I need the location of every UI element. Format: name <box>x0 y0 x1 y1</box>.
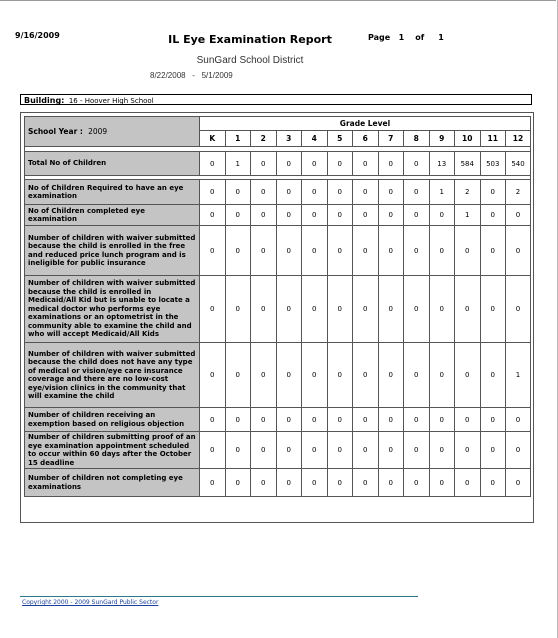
page-label: Page <box>368 33 391 42</box>
value-cell: 0 <box>506 276 531 343</box>
value-cell: 0 <box>429 205 455 226</box>
row-label: Number of children with waiver submitted because the child does not have any type of medical or vision/eye care insurance coverage and there are no low-cost eye/vision clinics in the community that will examine the child <box>25 343 200 408</box>
row-label: Number of children receiving an exemption based on religious objection <box>25 408 200 432</box>
copyright-link[interactable]: Copyright 2000 - 2009 SunGard Public Sector <box>22 599 159 606</box>
value-cell: 0 <box>327 276 353 343</box>
page-number: 1 <box>398 33 405 42</box>
value-cell: 0 <box>276 205 302 226</box>
date-range <box>150 71 350 80</box>
eye-exam-table <box>24 116 531 497</box>
table-row <box>25 408 531 432</box>
value-cell: 0 <box>455 408 481 432</box>
value-cell: 0 <box>251 432 277 469</box>
value-cell: 0 <box>302 408 328 432</box>
table-row <box>25 226 531 276</box>
value-cell: 0 <box>429 432 455 469</box>
value-cell: 0 <box>327 469 353 497</box>
value-cell: 0 <box>378 432 404 469</box>
grade-header: 11 <box>480 131 506 147</box>
value-cell: 0 <box>378 180 404 205</box>
building-value: 16 - Hoover High School <box>68 97 154 105</box>
value-cell: 0 <box>302 205 328 226</box>
value-cell: 2 <box>455 180 481 205</box>
value-cell: 0 <box>302 226 328 276</box>
value-cell: 0 <box>251 180 277 205</box>
value-cell: 0 <box>506 205 531 226</box>
value-cell: 0 <box>480 180 506 205</box>
value-cell: 0 <box>251 469 277 497</box>
value-cell: 13 <box>429 152 455 176</box>
row-label: Number of children with waiver submitted because the child is enrolled in the free and reduced price lunch program and is ineligible for public insurance <box>25 226 200 276</box>
page-of-label: of <box>415 33 425 42</box>
value-cell: 0 <box>327 432 353 469</box>
page-border-top <box>0 0 556 1</box>
value-cell: 1 <box>429 180 455 205</box>
value-cell: 0 <box>480 432 506 469</box>
value-cell: 0 <box>327 180 353 205</box>
value-cell: 0 <box>429 226 455 276</box>
value-cell: 0 <box>225 432 251 469</box>
grade-header: 2 <box>251 131 277 147</box>
grade-header: 12 <box>506 131 531 147</box>
table-row <box>25 276 531 343</box>
table-row <box>25 205 531 226</box>
value-cell: 1 <box>506 343 531 408</box>
value-cell: 0 <box>200 276 226 343</box>
value-cell: 0 <box>225 343 251 408</box>
table-row <box>25 343 531 408</box>
date-to: 5/1/2009 <box>201 71 233 80</box>
value-cell: 0 <box>302 152 328 176</box>
value-cell: 0 <box>404 226 430 276</box>
value-cell: 540 <box>506 152 531 176</box>
value-cell: 0 <box>225 226 251 276</box>
value-cell: 0 <box>276 152 302 176</box>
value-cell: 0 <box>200 469 226 497</box>
value-cell: 0 <box>251 226 277 276</box>
value-cell: 0 <box>302 469 328 497</box>
value-cell: 0 <box>302 432 328 469</box>
table-row <box>25 469 531 497</box>
school-year-cell <box>25 117 200 147</box>
value-cell: 0 <box>327 343 353 408</box>
value-cell: 584 <box>455 152 481 176</box>
date-separator: - <box>192 71 195 80</box>
value-cell: 0 <box>353 408 379 432</box>
value-cell: 0 <box>353 180 379 205</box>
value-cell: 0 <box>480 226 506 276</box>
value-cell: 0 <box>353 276 379 343</box>
value-cell: 0 <box>276 469 302 497</box>
value-cell: 0 <box>378 205 404 226</box>
value-cell: 0 <box>404 343 430 408</box>
value-cell: 0 <box>506 432 531 469</box>
value-cell: 0 <box>480 408 506 432</box>
value-cell: 0 <box>506 226 531 276</box>
value-cell: 0 <box>200 432 226 469</box>
value-cell: 0 <box>200 226 226 276</box>
grade-header: K <box>200 131 226 147</box>
value-cell: 0 <box>276 276 302 343</box>
value-cell: 0 <box>404 205 430 226</box>
value-cell: 0 <box>251 152 277 176</box>
value-cell: 0 <box>327 408 353 432</box>
date-from: 8/22/2008 <box>150 71 186 80</box>
value-cell: 0 <box>251 205 277 226</box>
value-cell: 0 <box>276 343 302 408</box>
value-cell: 0 <box>455 343 481 408</box>
value-cell: 0 <box>429 408 455 432</box>
value-cell: 0 <box>200 343 226 408</box>
value-cell: 0 <box>429 343 455 408</box>
row-label: No of Children Required to have an eye examination <box>25 180 200 205</box>
value-cell: 1 <box>225 152 251 176</box>
value-cell: 0 <box>404 180 430 205</box>
value-cell: 0 <box>378 152 404 176</box>
value-cell: 0 <box>480 205 506 226</box>
value-cell: 0 <box>302 180 328 205</box>
value-cell: 0 <box>353 432 379 469</box>
table-row <box>25 180 531 205</box>
value-cell: 0 <box>225 276 251 343</box>
value-cell: 0 <box>353 205 379 226</box>
value-cell: 0 <box>200 152 226 176</box>
building-label: Building: <box>24 96 65 105</box>
value-cell: 0 <box>404 276 430 343</box>
value-cell: 0 <box>276 432 302 469</box>
grade-header: 1 <box>225 131 251 147</box>
district-name: SunGard School District <box>196 55 304 66</box>
row-label: Number of children with waiver submitted because the child is enrolled in Medicaid/All Kid but is unable to locate a medical doctor who performs eye examinations or an optometrist in the community able to examine the child and who will accept Medicaid/All Kids <box>25 276 200 343</box>
value-cell: 0 <box>353 343 379 408</box>
table-row <box>25 432 531 469</box>
value-cell: 0 <box>429 469 455 497</box>
building-bar <box>20 94 532 105</box>
value-cell: 0 <box>200 205 226 226</box>
value-cell: 0 <box>276 226 302 276</box>
grade-header: 5 <box>327 131 353 147</box>
value-cell: 0 <box>251 408 277 432</box>
value-cell: 0 <box>404 432 430 469</box>
grade-header: 10 <box>455 131 481 147</box>
value-cell: 0 <box>302 276 328 343</box>
value-cell: 0 <box>404 152 430 176</box>
value-cell: 0 <box>200 180 226 205</box>
value-cell: 0 <box>404 408 430 432</box>
grade-header: 4 <box>302 131 328 147</box>
grade-header: 8 <box>404 131 430 147</box>
page-indicator <box>368 33 444 42</box>
value-cell: 0 <box>480 276 506 343</box>
value-cell: 0 <box>251 276 277 343</box>
value-cell: 0 <box>251 343 277 408</box>
table-row <box>25 152 531 176</box>
value-cell: 1 <box>455 205 481 226</box>
value-cell: 0 <box>404 469 430 497</box>
value-cell: 0 <box>455 432 481 469</box>
value-cell: 2 <box>506 180 531 205</box>
page-total: 1 <box>438 33 444 42</box>
value-cell: 0 <box>506 408 531 432</box>
value-cell: 0 <box>429 276 455 343</box>
value-cell: 0 <box>378 226 404 276</box>
value-cell: 0 <box>378 343 404 408</box>
value-cell: 0 <box>327 226 353 276</box>
value-cell: 0 <box>378 408 404 432</box>
grade-level-header: Grade Level <box>200 117 531 131</box>
grade-header: 3 <box>276 131 302 147</box>
value-cell: 0 <box>353 469 379 497</box>
value-cell: 0 <box>276 408 302 432</box>
value-cell: 0 <box>455 226 481 276</box>
report-title: IL Eye Examination Report <box>168 33 332 46</box>
value-cell: 0 <box>455 276 481 343</box>
value-cell: 0 <box>225 408 251 432</box>
row-label: Number of children not completing eye examinations <box>25 469 200 497</box>
value-cell: 0 <box>327 152 353 176</box>
report-date: 9/16/2009 <box>15 31 60 40</box>
school-year-label: School Year : <box>28 127 83 136</box>
grade-header: 6 <box>353 131 379 147</box>
row-label: Number of children submitting proof of an eye examination appointment scheduled to occur within 60 days after the October 15 deadline <box>25 432 200 469</box>
value-cell: 0 <box>327 205 353 226</box>
value-cell: 0 <box>506 469 531 497</box>
row-label: No of Children completed eye examination <box>25 205 200 226</box>
value-cell: 0 <box>225 205 251 226</box>
grade-header: 7 <box>378 131 404 147</box>
value-cell: 0 <box>455 469 481 497</box>
row-label: Total No of Children <box>25 152 200 176</box>
value-cell: 0 <box>378 469 404 497</box>
value-cell: 503 <box>480 152 506 176</box>
value-cell: 0 <box>200 408 226 432</box>
footer-rule <box>20 596 418 597</box>
value-cell: 0 <box>225 469 251 497</box>
school-year-value: 2009 <box>88 127 108 136</box>
value-cell: 0 <box>353 152 379 176</box>
value-cell: 0 <box>480 469 506 497</box>
value-cell: 0 <box>353 226 379 276</box>
value-cell: 0 <box>480 343 506 408</box>
value-cell: 0 <box>276 180 302 205</box>
grade-header: 9 <box>429 131 455 147</box>
value-cell: 0 <box>225 180 251 205</box>
value-cell: 0 <box>302 343 328 408</box>
value-cell: 0 <box>378 276 404 343</box>
